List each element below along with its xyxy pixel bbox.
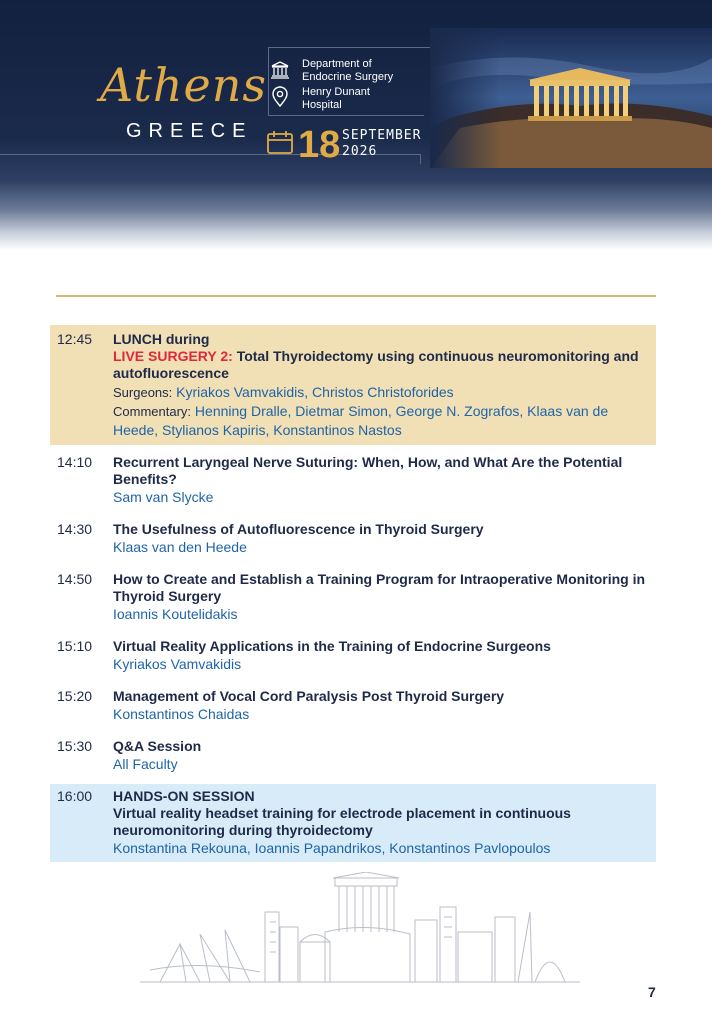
date-month-year	[342, 128, 421, 160]
talk-speaker: Kyriakos Vamvakidis	[113, 656, 242, 672]
talk-item	[50, 638, 656, 674]
surgeons-names: Kyriakos Vamvakidis, Christos Christoforides	[176, 384, 454, 400]
hospital-line: Hospital	[302, 99, 342, 111]
athens-skyline-illustration	[140, 872, 580, 992]
department-label	[302, 58, 393, 84]
talk-time: 14:50	[57, 571, 93, 587]
talk-speaker: Konstantinos Chaidas	[113, 706, 250, 722]
date-month: SEPTEMBER	[342, 128, 422, 143]
commentary-label: Commentary:	[113, 404, 192, 419]
talk-item	[50, 521, 656, 557]
calendar-icon	[266, 129, 294, 160]
talk-item	[50, 688, 656, 724]
talk-time: 15:10	[57, 638, 93, 654]
talk-item	[50, 571, 656, 624]
hospital-line: Henry Dunant	[302, 86, 370, 98]
city-logo: Athens	[100, 58, 267, 112]
talk-title: Q&A Session	[113, 738, 202, 754]
talk-item	[50, 454, 656, 507]
talk-title: How to Create and Establish a Training Program for Intraoperative Monitoring in Thyroid Surgery	[113, 571, 646, 604]
talk-speaker: Klaas van den Heede	[113, 539, 247, 555]
surgeons-line	[113, 383, 648, 402]
lunch-session	[50, 325, 656, 445]
date-day: 18	[298, 124, 341, 166]
session-speakers: Konstantina Rekouna, Ioannis Papandrikos, Konstantinos Pavlopoulos	[113, 840, 551, 856]
date-year: 2026	[342, 144, 378, 159]
commentary-line	[113, 402, 648, 440]
talk-speaker: Ioannis Koutelidakis	[113, 606, 238, 622]
live-surgery-label: LIVE SURGERY 2:	[113, 348, 233, 364]
talk-speaker: Sam van Slycke	[113, 489, 214, 505]
parthenon-photo	[430, 28, 712, 168]
live-surgery-title	[113, 348, 648, 382]
session-time: 16:00	[57, 788, 93, 804]
hands-on-session	[50, 784, 656, 862]
talk-time: 14:10	[57, 454, 93, 470]
location-pin-icon	[271, 86, 289, 113]
commentary-names: Henning Dralle, Dietmar Simon, George N. Zografos, Klaas van de Heede, Stylianos Kapiris, Konstantinos Nastos	[113, 403, 609, 438]
department-line: Department of	[302, 58, 372, 70]
country-label: GREECE	[126, 120, 253, 142]
talk-title: The Usefulness of Autofluorescence in Thyroid Surgery	[113, 521, 484, 537]
divider	[268, 47, 430, 48]
divider	[268, 47, 269, 115]
building-icon	[270, 60, 290, 85]
surgeons-label: Surgeons:	[113, 385, 173, 400]
talk-item	[50, 738, 656, 774]
live-surgery-name: Total Thyroidectomy using continuous neuromonitoring and autofluorescence	[113, 348, 639, 381]
talk-title: Recurrent Laryngeal Nerve Suturing: When, How, and What Are the Potential Benefits?	[113, 454, 623, 487]
header-banner	[0, 0, 712, 250]
divider	[0, 154, 256, 155]
session-title: LUNCH during	[113, 331, 210, 347]
talk-title: Virtual Reality Applications in the Training of Endocrine Surgeons	[113, 638, 551, 654]
hospital-label	[302, 86, 370, 112]
talk-time: 14:30	[57, 521, 93, 537]
divider	[268, 115, 424, 116]
session-title: HANDS-ON SESSION	[113, 788, 255, 804]
session-subtitle: Virtual reality headset training for electrode placement in continuous neuromonitoring during thyroidectomy	[113, 805, 571, 838]
talk-title: Management of Vocal Cord Paralysis Post Thyroid Surgery	[113, 688, 505, 704]
talk-time: 15:20	[57, 688, 93, 704]
talk-speaker: All Faculty	[113, 756, 178, 772]
department-line: Endocrine Surgery	[302, 71, 394, 83]
page-number: 7	[648, 984, 656, 1000]
gold-divider	[56, 295, 656, 297]
session-time: 12:45	[57, 331, 93, 347]
talk-time: 15:30	[57, 738, 93, 754]
